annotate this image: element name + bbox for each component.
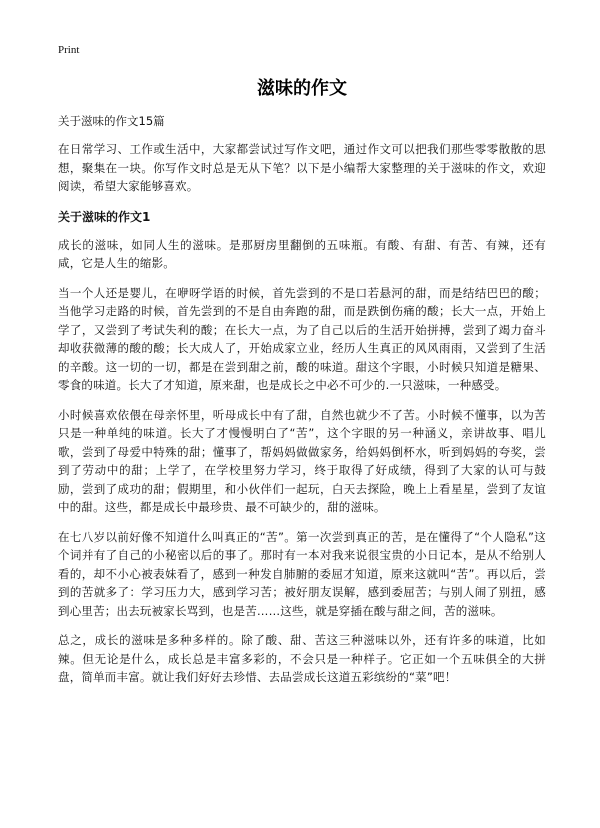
document-title: 滋味的作文 — [257, 78, 347, 99]
print-link[interactable]: Print — [58, 44, 80, 56]
body-paragraph: 小时候喜欢依偎在母亲怀里，听母成长中有了甜，自然也就少不了苦。小时候不懂事，以为苦只是一种单纯的味道。长大了才慢慢明白了“苦”，这个字眼的另一种涵义，亲讲故事、唱儿歌，尝到了母爱中特殊的甜；懂事了，帮妈妈做做家务，给妈妈倒杯水，听到妈妈的夸奖，尝到了劳动中的甜；上学了，在学校里努力学习，终于取得了好成绩，得到了大家的认可与鼓励，尝到了成功的甜；假期里，和小伙伴们一起玩，白天去探险，晚上上看星星，尝到了友谊中的甜。这些，都是成长中最珍贵、最不可缺少的，甜的滋味。 — [58, 407, 546, 514]
document-subtitle: 关于滋味的作文15篇 — [58, 114, 165, 128]
intro-paragraph: 在日常学习、工作或生活中，大家都尝试过写作文吧，通过作文可以把我们那些零零散散的思想，聚集在一块。你写作文时总是无从下笔？以下是小编帮大家整理的关于滋味的作文，欢迎阅读，希望大家能够喜欢。 — [58, 142, 546, 193]
body-paragraph: 总之，成长的滋味是多种多样的。除了酸、甜、苦这三种滋味以外，还有许多的味道，比如辣。但无论是什么，成长总是丰富多彩的，不会只是一种样子。它正如一个五味俱全的大拼盘，简单而丰富。就让我们好好去珍惜、去品尝成长这道五彩缤纷的“菜”吧！ — [58, 633, 546, 684]
body-paragraph: 在七八岁以前好像不知道什么叫真正的“苦”。第一次尝到真正的苦，是在懂得了“个人隐私”这个词并有了自己的小秘密以后的事了。那时有一本对我来说很宝贵的小日记本，是从不给别人看的，却不小心被表妹看了，感到一种发自肺腑的委屈才知道，原来这就叫“苦”。再以后，尝到的苦就多了：学习压力大，感到学习苦；被好朋友误解，感到委屈苦；与别人闹了别扭，感到心里苦；出去玩被家长骂到，也是苦……这些，就是穿插在酸与甜之间，苦的滋味。 — [58, 529, 546, 618]
body-paragraph: 当一个人还是婴儿，在咿呀学语的时候，首先尝到的不是口若悬河的甜，而是结结巴巴的酸；当他学习走路的时候，首先尝到的不是自由奔跑的甜，而是跌倒伤痛的酸；长大一点，开始上学了，又尝到了考试失利的酸；在长大一点，为了自己以后的生活开始拼搏，尝到了竭力奋斗却收获微薄的酸的酸；长大成人了，开始成家立业，经历人生真正的风风雨雨，又尝到了生活的辛酸。这一切的一切，都是在尝到甜之前，酸的味道。甜这个字眼，小时候只知道是糖果、零食的味道。长大了才知道，原来甜，也是成长之中必不可少的.一只滋味，一种感受。 — [58, 285, 546, 392]
document-page — [58, 44, 546, 687]
section-heading: 关于滋味的作文1 — [58, 209, 151, 224]
body-paragraph: 成长的滋味，如同人生的滋味。是那厨房里翻倒的五味瓶。有酸、有甜、有苦、有辣，还有咸，它是人生的缩影。 — [58, 237, 546, 270]
